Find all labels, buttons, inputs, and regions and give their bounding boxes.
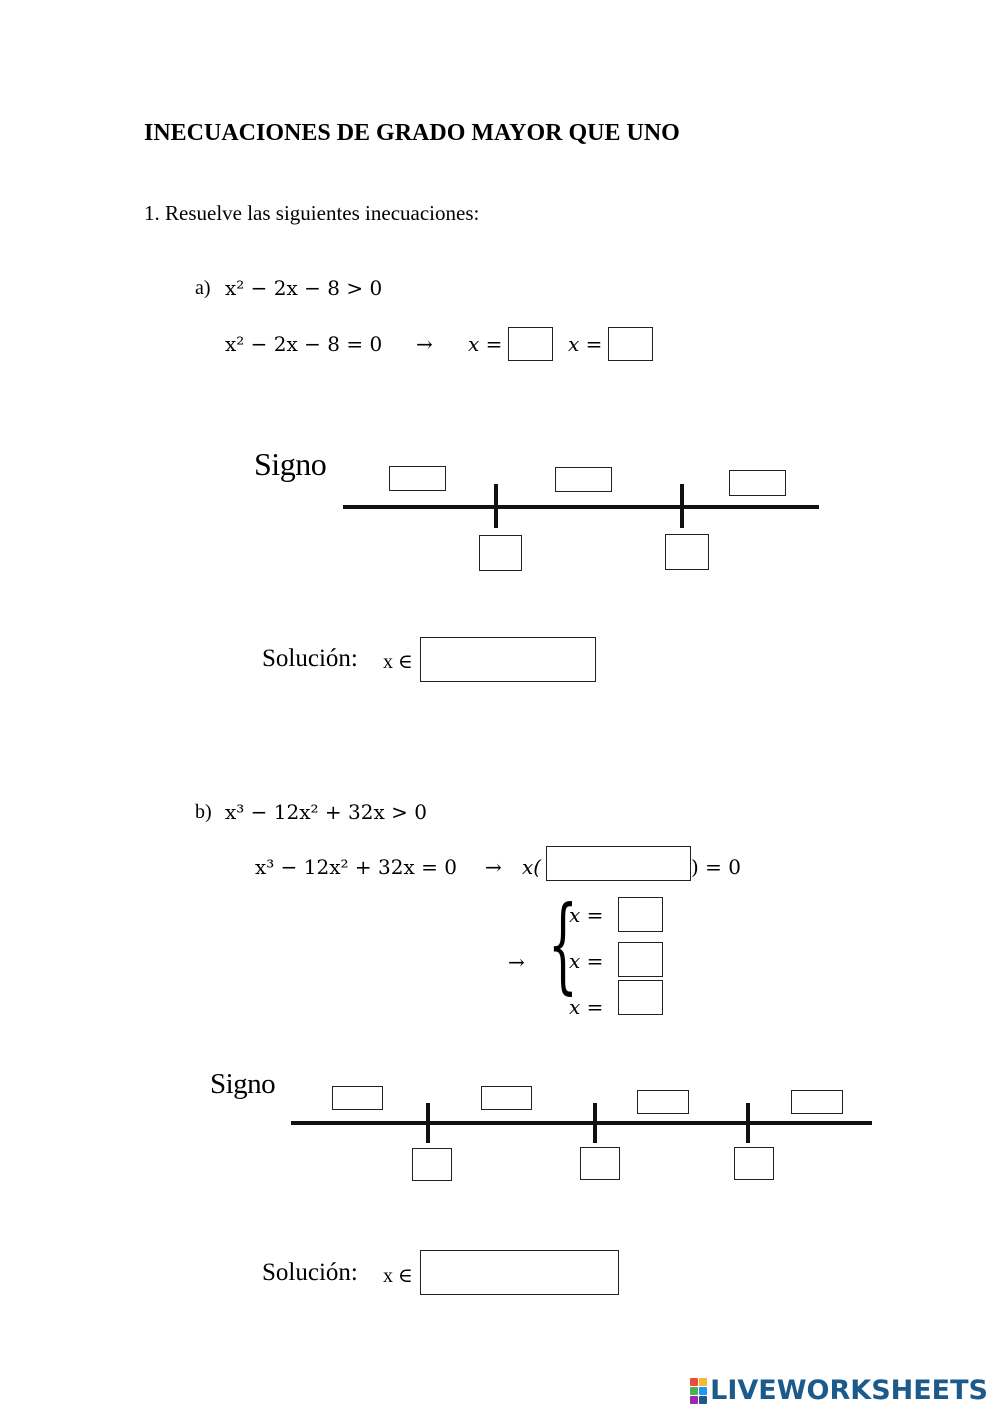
solution-label-b: Solución:	[262, 1259, 358, 1286]
brace: {	[548, 883, 578, 1005]
solution-prefix-a: x ∈	[383, 651, 413, 673]
part-b-inequality: x³ − 12x² + 32x > 0	[225, 800, 427, 824]
sign-input-a-3[interactable]	[729, 470, 786, 496]
part-a-inequality: x² − 2x − 8 > 0	[225, 276, 383, 300]
root-label-a-1: x =	[468, 332, 503, 356]
part-a-equation: x² − 2x − 8 = 0	[225, 332, 383, 356]
factor-input[interactable]	[546, 846, 691, 881]
root-label-b-1: x =	[569, 903, 604, 927]
arrow-b: →	[485, 855, 502, 879]
arrow-b-2: →	[508, 950, 525, 974]
root-input-b-2[interactable]	[618, 942, 663, 977]
root-label-b-2: x =	[569, 949, 604, 973]
tick-a-2	[680, 484, 684, 528]
solution-input-a[interactable]	[420, 637, 596, 682]
root-input-b-1[interactable]	[618, 897, 663, 932]
solution-label-a: Solución:	[262, 645, 358, 672]
sign-input-a-1[interactable]	[389, 466, 446, 491]
sign-input-a-2[interactable]	[555, 467, 612, 492]
sign-input-b-4[interactable]	[791, 1090, 843, 1114]
root-label-b-3: x =	[569, 995, 604, 1019]
root-input-a-2[interactable]	[608, 327, 653, 361]
point-input-b-1[interactable]	[412, 1148, 452, 1181]
root-input-a-1[interactable]	[508, 327, 553, 361]
point-input-a-2[interactable]	[665, 534, 709, 570]
number-line-b	[291, 1121, 872, 1125]
factor-close: ) = 0	[691, 855, 741, 879]
tick-a-1	[494, 484, 498, 528]
sign-input-b-1[interactable]	[332, 1086, 383, 1110]
point-input-a-1[interactable]	[479, 535, 522, 571]
brand-logo	[690, 1375, 988, 1406]
part-b-label: b)	[195, 801, 212, 823]
signo-label-a: Signo	[254, 446, 327, 482]
sign-input-b-2[interactable]	[481, 1086, 532, 1110]
brand-text: LIVEWORKSHEETS	[710, 1375, 988, 1406]
solution-prefix-b: x ∈	[383, 1265, 413, 1287]
point-input-b-2[interactable]	[580, 1147, 620, 1180]
part-a-label: a)	[195, 277, 211, 299]
root-label-a-2: x =	[568, 332, 603, 356]
root-input-b-3[interactable]	[618, 980, 663, 1015]
tick-b-3	[746, 1103, 750, 1143]
arrow-a: →	[416, 332, 433, 356]
number-line-a	[343, 505, 819, 509]
signo-label-b: Signo	[210, 1068, 276, 1100]
solution-input-b[interactable]	[420, 1250, 619, 1295]
part-b-equation: x³ − 12x² + 32x = 0	[255, 855, 457, 879]
page-title: INECUACIONES DE GRADO MAYOR QUE UNO	[144, 120, 680, 146]
factor-open: x(	[522, 855, 542, 879]
sign-input-b-3[interactable]	[637, 1090, 689, 1114]
question-text: 1. Resuelve las siguientes inecuaciones:	[144, 201, 480, 225]
point-input-b-3[interactable]	[734, 1147, 774, 1180]
brand-icon	[690, 1378, 707, 1404]
tick-b-2	[593, 1103, 597, 1143]
tick-b-1	[426, 1103, 430, 1143]
